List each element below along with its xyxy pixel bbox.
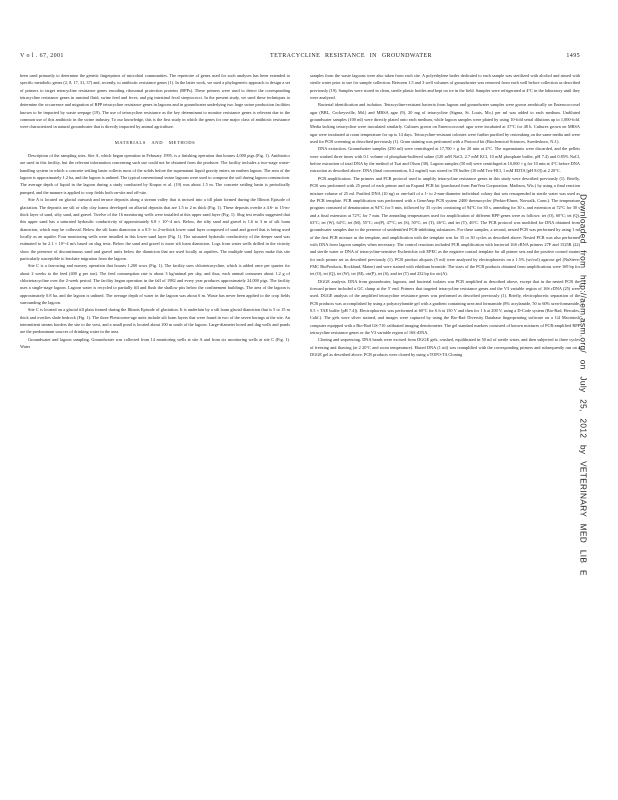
left-column: [20, 72, 290, 350]
running-header: [20, 53, 580, 65]
section-heading: MATERIALS AND METHODS: [114, 139, 196, 145]
paragraph-site-a-geology: Site A is located on glacial outwash and terrace deposits along a stream valley that is incised into a till plain formed during the Illinois Episode of glaciation. The deposits are silt or silty clay loams developed on alluvial deposits that are 1.5 to 2 m thick (Fig. 1). These deposits overlie a 4.6- to 15-m-thick layer of sand, silty sand, and gravel. Twelve of the 16 monitoring wells were installed at this upper sand layer (Fig. 1). Slug test results suggested that this upper sand has a saturated hydraulic conductivity of approximately 6.8 × 10^-4 m/s. Below, the silty sand and gravel is 1.6 to 3 m of silt loam diamicton, which may be colluvial. Below the silt loam diamicton is a 0.5- to 2-m-thick lower sand layer composed of sand and gravel that is being used locally as an aquifer. Four monitoring wells were installed in this lower sand layer (Fig. 1). The saturated hydraulic conductivity of the deeper sand was estimated to be 2.1 × 10^-4 m/s based on slug tests. Below the sand and gravel is more silt loam diamicton. Logs from water wells drilled in the vicinity show the presence of discontinuous sand and gravel units below the diamicton that are used locally as aquifers. The multiple sand layers make this site particularly susceptible to leachate migration from the lagoon.: [20, 197, 290, 261]
paragraph-site-c-geology: Site C is located on a glacial till plain formed during the Illinois Episode of glaciation. It is underlain by a silt loam glacial diamicton that is 5 to 15 m thick and overlies shale bedrock (Fig. 1). The three Pleistocene-age units include silt loam layers that were found in two of the seven borings at the site. An intermittent stream borders the site to the west, and a small pond is located about 100 m south of the lagoon. Large-diameter bored and dug wells and ponds are the predominant sources of drinking water in the area.: [20, 307, 290, 335]
paragraph-bacterial-isolation: Bacterial identification and isolation. Tetracycline-resistant bacteria from lagoon and groundwater samples were grown aerobically on Enterococcosel agar (BBL, Cockeysville, Md.) and MRSA agar (9), 20 mg of tetracycline (Sigma, St. Louis, Mo.) per ml was added to each medium. Undiluted groundwater samples (100 ml) were directly plated onto each medium, while lagoon samples were plated by using 10-fold serial dilutions up to 1,000-fold. Media lacking tetracycline were inoculated similarly. Cultures grown on Enterococcosel agar were incubated at 37°C for 48 h. Cultures grown on MRSA agar were incubated at room temperature for up to 14 days. Tetracycline-resistant colonies were further purified by restreaking on the same media and were used for PCR screening as described previously (1). Gram staining was performed with a Protocol kit (Biochemical Sciences, Swedesboro, N.J.).: [310, 102, 580, 145]
paragraph-sampling-continued: samples from the waste lagoons were also taken from each site. A polyethylene bailer dedicated to each sample was sterilized with alcohol and rinsed with sterile water prior to use for sample collection. Between 1.5 and 3 well volumes of groundwater was removed from each well before collection as described previously (19). Samples were stored in clean, sterile plastic bottles and kept on ice in the field. Samples were refrigerated at 4°C in the laboratory until they were analyzed.: [310, 73, 580, 101]
paragraph-dna-extraction: DNA extraction. Groundwater samples (250 ml) were centrifuged at 17,700 × g for 20 min at 4°C. The supernatants were discarded, and the pellets were washed three times with 0.1 volume of phosphate-buffered saline (120 mM NaCl, 2.7 mM KCl, 10 mM phosphate buffer, pH 7.4) and 0.85% NaCl, before extraction of total DNA by the method of Tsai and Olson (38). Lagoon samples (50 ml) were centrifuged at 10,000 × g for 10 min at 4°C before DNA extraction as described above. DNA (final concentration, 0.2 mg/ml) was stored in TE buffer (10 mM Tris-HCl, 1 mM EDTA [pH 8.0]) at 2 20°C.: [310, 146, 580, 174]
paragraph-groundwater-sampling: Groundwater and lagoon sampling. Groundwater was collected from 14 monitoring wells at site A and from six monitoring wells at site C (Fig. 1). Water: [20, 336, 290, 350]
running-title: TETRACYCLINE RESISTANCE IN GROUNDWATER: [270, 53, 432, 59]
paragraph-sampling-sites: Description of the sampling sites. Site A, which began operation in February 1995, is a finishing operation that houses 4,000 pigs (Fig. 1). Antibiotics are used in this facility, but the relevant information concerning such use could not be obtained from the producer. The facility includes a two-stage waste-handling system in which a concrete settling basin collects most of the solids before the supernatant liquid gravity enters an earthen lagoon. The area of the lagoon is approximately 1.2 ha, and the lagoon is unlined. The typical conventional swine lagoons were used to compose the soil during lagoon construction. The average depth of liquid in the lagoon during a study conducted by Krapac et al. (19) was about 1.5 m. The concrete settling basin is periodically pumped, and the manure is applied to crop fields both on-site and off-site.: [20, 153, 290, 195]
paragraph-pcr-amplification: PCR amplification. The primers and PCR protocol used to amplify tetracycline resistance genes in this study were described previously (1). Briefly, PCR was performed with 25 pmol of each primer and an Expand PCR kit (purchased from PanVera Corporation, Madison, Wis.) by using a final reaction mixture volume of 25 ml. Purified DNA (10 ng) or one-half of a 1- to 2-mm-diameter individual colony that was resuspended in sterile water was used as the PCR template. PCR amplification was performed with a GeneAmp PCR system 2400 thermocycler (Perkin-Elmer, Norwalk, Conn.). The temperature program consisted of denaturation at 94°C for 5 min, followed by 35 cycles consisting of 94°C for 30 s, annealing for 30 s, and extension at 72°C for 30 s and a final extension at 72°C for 7 min. The annealing temperatures used for amplification of different RPP genes were as follows: tet (O), 60°C; tet (Q), 63°C; tet (W), 64°C; tet (M), 55°C; otr(P), 47°C; tet (S), 50°C; tet (T), 46°C; and tet (T), 46°C. The PCR protocol was modified for DNA obtained from groundwater samples due to the presence of unidentified PCR-inhibiting substances. For these samples, a second, nested PCR was performed by using 1 ml of the first PCR mixture as the template, and amplification with the template was for 35 or 30 cycles as described above. Nested PCR was also performed with DNA from lagoon samples when necessary. The control reactions included PCR amplification with bacterial 16S rRNA primers 27F and 1525R (22) and sterile water or DNA of tetracycline-sensitive Escherichia coli EPEC as the negative control template for all primer sets and the positive control strains for each primer set as described previously (1). PCR product aliquots (5 ml) were analyzed by electrophoresis on a 1.5% (wt/vol) agarose gel (NuSieve; FMC BioProducts, Rockland, Maine) and were stained with ethidium bromide. The sizes of the PCR products obtained from amplifications were 169 bp for tet (O), tet (Q), tet (W), tet (M), otr(P), tet (S), and tet (T) and 232 bp for otr(A).: [310, 175, 580, 277]
right-column: [310, 72, 580, 358]
paragraph-site-c: Site C is a farrowing and nursery operation that houses 1,200 sows (Fig. 1). The facility uses chlortetracycline, which is added once per quarter for about 2 weeks to the feed (400 g per ton). The feed consumption rate is about 3 kg/animal per day, and thus, each animal consumes about 1.2 g of chlortetracycline over the 2-week period. The facility began operation in the fall of 1982 and every year produces approximately 24,000 pigs. The facility uses a single-stage lagoon. Lagoon water is recycled to partially fill and flush the shallow pits below the confinement buildings. The area of the lagoon is approximately 0.8 ha, and the lagoon is unlined. The average depth of water in the lagoon was about 6 m. Waste has never been applied to the crop fields surrounding the lagoon.: [20, 263, 290, 305]
paragraph-cloning: Cloning and sequencing. DNA bands were excised from DGGE gels, crushed, equilibrated in 50 ml of sterile water, and then subjected to three cycles of freezing and thawing (at 2 20°C and room temperature). Eluted DNA (1 ml) was reamplified with the corresponding primers and subsequently run on a DGGE gel as described above. PCR products were cloned by using a TOPO-TA Cloning: [310, 337, 580, 358]
page-number: 1495: [566, 53, 580, 59]
download-watermark-text: Downloaded from http://aem.asm.org/ on July 25, 2012 by VETERINARY MED LIB E: [578, 194, 588, 576]
volume-label: V o l . 67, 2001: [20, 53, 64, 59]
download-watermark: [568, 170, 598, 600]
intro-paragraph: been used primarily to determine the genetic fingerprints of microbial communities. The repertoire of genes used for such analyses has been extended to specific metabolic genes (2, 8, 17, 31, 37) and, recently, to antibiotic resistance genes (1). In the latter work, we used a phylogenetic approach to design a set of primers to target tetracycline resistance genes encoding ribosomal protection proteins (RPPs). These primers were used to detect the corresponding tetracycline resistance genes in ruminal fluid, swine feed and feces, and pig intestinal fecal streptococci. In the present study, we used these techniques to determine the occurrence and migration of RPP tetracycline resistance genes in lagoons and in groundwater underlying two large swine production facilities known to be impacted by waste seepage (19). The use of tetracycline resistance as the key determinant to monitor resistance genes is relevant due to the common use of this antibiotic in the swine industry. To our knowledge, this is the first study in which the genes for one major class of antibiotic resistance were characterized in natural groundwater that is directly impacted by animal agriculture.: [20, 73, 290, 130]
paragraph-dgge-analysis: DGGE analysis. DNA from groundwater, lagoons, and bacterial isolates was PCR amplified as described above, except that in the nested PCR the forward primer included a GC clamp at the 5′ end. Primers that targeted tetracycline resistance genes and the V3 variable region of 16S rDNA (25) were used. DGGE analysis of the amplified tetracycline resistance genes was performed as described previously (1). Briefly, electrophoretic separation of the PCR products was accomplished by using a polyacrylamide gel with a gradient containing urea and formamide (8% acrylamide, 50 to 60% urea-formamide, 0.5 × TAE buffer [pH 7.4]). Electrophoresis was performed at 60°C for 6 h at 150 V and then for 1 h at 200 V, using a D-Code system (Bio-Rad, Hercules, Calif.). The gels were silver stained, and images were captured by using the Bio-Rad Diversity Database fingerprinting software on a G4 Macintosh computer equipped with a Bio-Rad GS-710 calibrated imaging densitometer. The gel standard markers consisted of known mixtures of PCR-amplified RPP tetracycline resistance genes or the V3 variable region of 16S rDNA.: [310, 278, 580, 336]
